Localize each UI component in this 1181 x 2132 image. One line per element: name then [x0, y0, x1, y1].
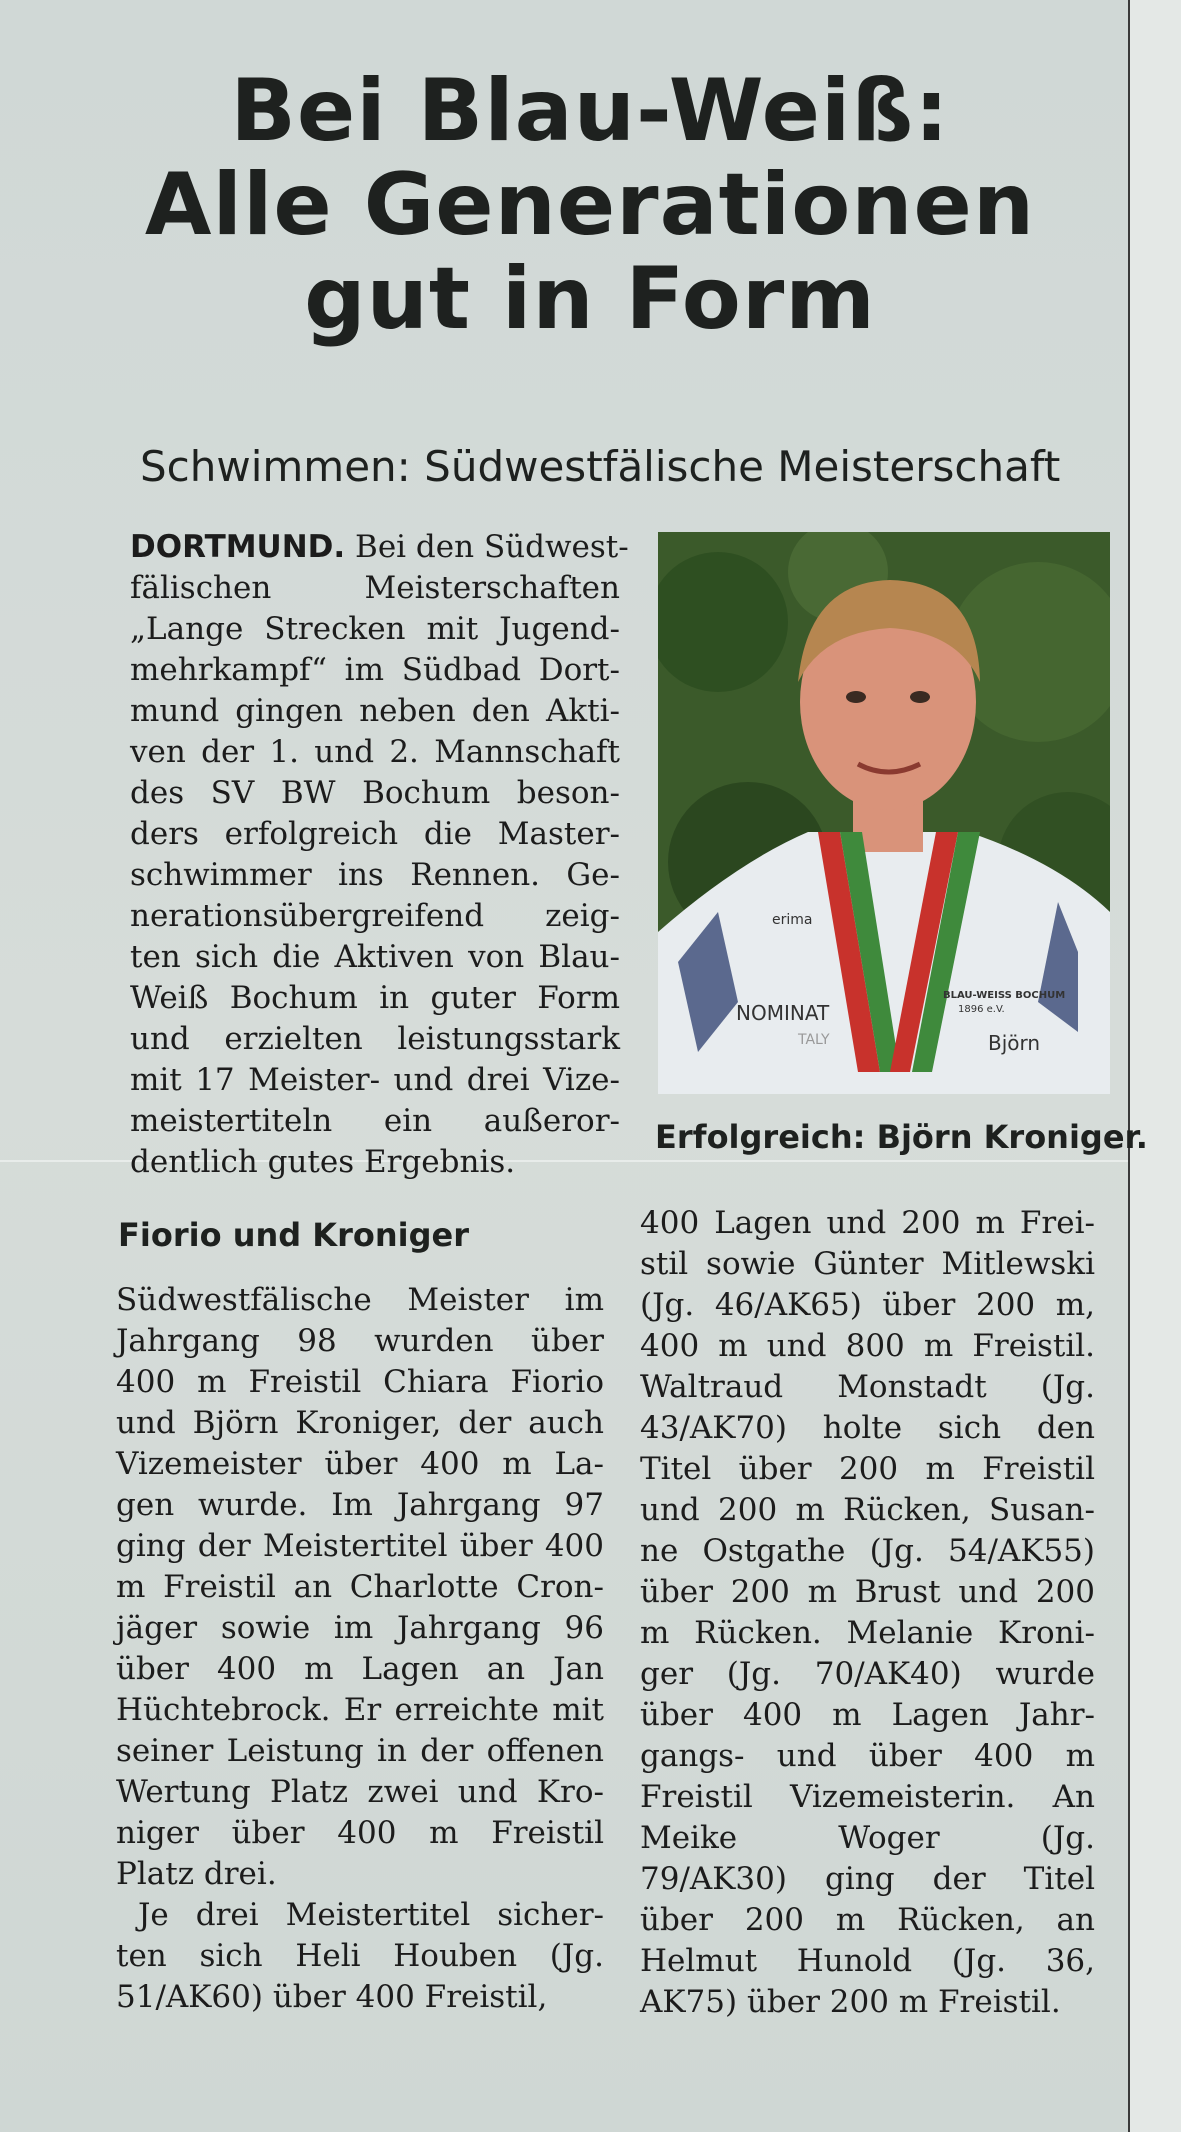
text-line: m Freistil an Charlotte Cron-	[116, 1569, 604, 1605]
text-line: Südwestfälische Meister im	[116, 1282, 604, 1318]
swimmer-portrait-image	[658, 532, 1110, 1094]
portrait-photo	[658, 532, 1110, 1094]
headline-line-1: Bei Blau-Weiß:	[230, 61, 950, 161]
text-line: Helmut Hunold (Jg. 36,	[640, 1943, 1095, 1979]
text-line: 79/AK30) ging der Titel	[640, 1861, 1095, 1897]
text-line: 400 Lagen und 200 m Frei-	[640, 1205, 1095, 1241]
name-on-jacket: Björn	[988, 1031, 1041, 1055]
adjacent-column-edge	[1128, 0, 1181, 2132]
text-line: ne Ostgathe (Jg. 54/AK55)	[640, 1533, 1095, 1569]
text-line: ten sich Heli Houben (Jg.	[116, 1938, 604, 1974]
text-line: mund gingen neben den Akti-	[130, 693, 620, 729]
text-line: AK75) über 200 m Freistil.	[640, 1984, 1061, 2020]
text-line: jäger sowie im Jahrgang 96	[116, 1610, 604, 1646]
text-line: gen wurde. Im Jahrgang 97	[116, 1487, 604, 1523]
text-line: dentlich gutes Ergebnis.	[130, 1144, 516, 1180]
column-2-body	[640, 1203, 1095, 2023]
text-line: über 200 m Rücken, an	[640, 1902, 1095, 1938]
text-line: über 400 m Lagen an Jan	[116, 1651, 604, 1687]
right-eye	[910, 691, 930, 703]
headline	[90, 61, 1090, 349]
club-badge-text: BLAU-WEISS BOCHUM	[943, 990, 1066, 1001]
bleed-through-text	[160, 0, 760, 20]
text-line: Waltraud Monstadt (Jg.	[640, 1369, 1095, 1405]
photo-caption: Erfolgreich: Björn Kroniger.	[655, 1118, 1148, 1156]
text-line: stil sowie Günter Mitlewski	[640, 1246, 1095, 1282]
text-line: Freistil Vizemeisterin. An	[640, 1779, 1095, 1815]
text-line: 400 m Freistil Chiara Fiorio	[116, 1364, 604, 1400]
text-line: des SV BW Bochum beson-	[130, 775, 620, 811]
text-line: Je drei Meistertitel sicher-	[138, 1897, 604, 1933]
text-line: und 200 m Rücken, Susan-	[640, 1492, 1095, 1528]
text-line: Jahrgang 98 wurden über	[116, 1323, 604, 1359]
headline-line-2: Alle Generationen	[144, 155, 1036, 255]
text-line: Titel über 200 m Freistil	[640, 1451, 1095, 1487]
text-line: mehrkampf“ im Südbad Dort-	[130, 652, 620, 688]
text-line: Weiß Bochum in guter Form	[130, 980, 620, 1016]
jacket-logo-text: erima	[772, 912, 813, 928]
text-line: mit 17 Meister- und drei Vize-	[130, 1062, 620, 1098]
text-line: Wertung Platz zwei und Kro-	[116, 1774, 604, 1810]
text-line: m Rücken. Melanie Kroni-	[640, 1615, 1095, 1651]
text-line: DORTMUND. Bei den Südwest-	[130, 529, 629, 565]
text-line: ven der 1. und 2. Mannschaft	[130, 734, 620, 770]
headline-line-3: gut in Form	[304, 249, 876, 349]
text-line: seiner Leistung in der offenen	[116, 1733, 604, 1769]
left-eye	[846, 691, 866, 703]
text-line: Hüchtebrock. Er erreichte mit	[116, 1692, 604, 1728]
column-1-intro	[130, 527, 629, 1183]
text-line: schwimmer ins Rennen. Ge-	[130, 857, 620, 893]
column-1-body	[116, 1280, 604, 2018]
text-line: meistertiteln ein außeror-	[130, 1103, 620, 1139]
text-line: (Jg. 46/AK65) über 200 m,	[640, 1287, 1095, 1323]
text-line: Meike Woger (Jg.	[640, 1820, 1095, 1856]
text-line: nerationsübergreifend zeig-	[130, 898, 620, 934]
text-line: Platz drei.	[116, 1856, 277, 1892]
text-line: 400 m und 800 m Freistil.	[640, 1328, 1095, 1364]
section-subhead: Fiorio und Kroniger	[118, 1216, 469, 1254]
club-badge-text-2: 1896 e.V.	[958, 1004, 1005, 1015]
text-line: gangs- und über 400 m	[640, 1738, 1095, 1774]
text-line: und erzielten leistungsstark	[130, 1021, 620, 1057]
text-line: 43/AK70) holte sich den	[640, 1410, 1095, 1446]
text-line: niger über 400 m Freistil	[116, 1815, 604, 1851]
text-line: ger (Jg. 70/AK40) wurde	[640, 1656, 1095, 1692]
subtitle: Schwimmen: Südwestfälische Meisterschaft	[140, 442, 1061, 491]
jacket-sponsor-text-2: TALY	[798, 1032, 830, 1048]
text-line: fälischen Meisterschaften	[130, 570, 620, 606]
dateline: DORTMUND.	[130, 529, 346, 565]
text-line: Vizemeister über 400 m La-	[116, 1446, 604, 1482]
text-line: ging der Meistertitel über 400	[116, 1528, 604, 1564]
text-line: „Lange Strecken mit Jugend-	[130, 611, 620, 647]
text-line: 51/AK60) über 400 Freistil,	[116, 1979, 548, 2015]
text-line: ten sich die Aktiven von Blau-	[130, 939, 620, 975]
text-line: ders erfolgreich die Master-	[130, 816, 620, 852]
text-line: über 400 m Lagen Jahr-	[640, 1697, 1095, 1733]
jacket-sponsor-text: NOMINAT	[736, 1001, 830, 1025]
text-line: über 200 m Brust und 200	[640, 1574, 1095, 1610]
text-line: und Björn Kroniger, der auch	[116, 1405, 604, 1441]
